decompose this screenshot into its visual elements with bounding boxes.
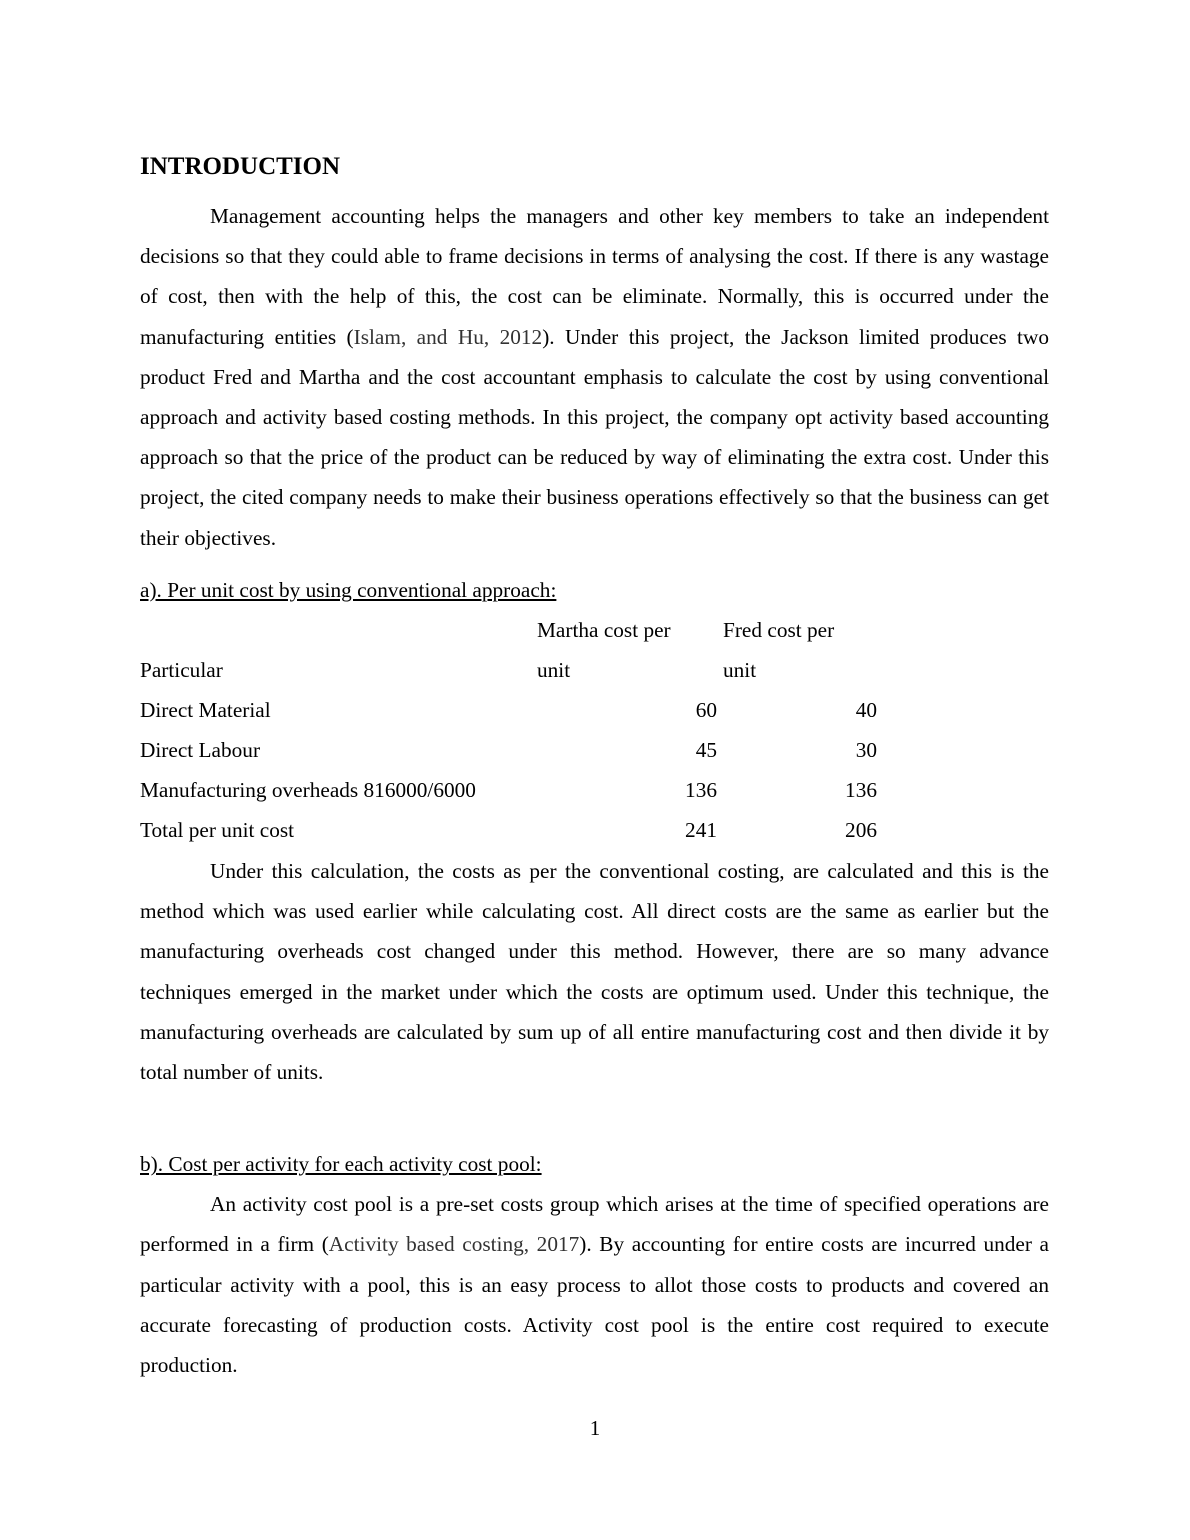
section-heading: INTRODUCTION	[140, 153, 341, 180]
citation: Activity based costing, 2017	[328, 1232, 580, 1257]
header-cell-particular: Particular	[140, 658, 223, 683]
cell: 136	[845, 778, 877, 803]
cell: 60	[695, 697, 717, 722]
text: ). By accounting for entire costs are incurred under a particular activity with a pool, this is an easy process to allot those costs to products and covered an accurate forecasting of production costs. Activity cost pool is the entire cost required to execute production.	[140, 1232, 1049, 1378]
cell: Manufacturing overheads 816000/6000	[140, 778, 476, 803]
cell: 206	[845, 818, 877, 843]
text: An activity cost pool is a pre-set costs group which arises at the time of specified operations are performed in a firm (	[140, 1192, 1049, 1257]
text: Management accounting helps the managers and other key members to take an independent decisions so that they could able to frame decisions in terms of analysing the cost. If there is any wastage of cost, then with the help of this, the cost can be eliminate. Normally, this is occurred under the manufacturing entities (	[140, 204, 1049, 349]
subheading-b: b). Cost per activity for each activity cost pool:	[140, 1152, 542, 1177]
cell: 136	[685, 778, 717, 803]
table-row	[140, 730, 877, 770]
header-cell-fred	[717, 610, 877, 690]
conventional-paragraph: Under this calculation, the costs as per the conventional costing, are calculated and this is the method which was used earlier while calculating cost. All direct costs are the same as earlier but the manufacturing overheads cost changed under this method. However, there are so many advance techniques emerged in the market under which the costs are optimum used. Under this technique, the manufacturing overheads are calculated by sum up of all entire manufacturing cost and then divide it by total number of units.	[140, 858, 1049, 1084]
page-number: 1	[589, 1416, 601, 1440]
table-row	[140, 771, 877, 811]
document-page	[140, 150, 1049, 1385]
header-cell-martha	[537, 610, 717, 690]
text: ). Under this project, the Jackson limited produces two product Fred and Martha and the cost accountant emphasis to calculate the cost by using conventional approach and activity based costing methods. In this project, the company opt activity based accounting approach so that the price of the product can be reduced by way of eliminating the extra cost. Under this project, the cited company needs to make their business operations effectively so that the business can get their objectives.	[140, 324, 1050, 550]
cell: 40	[855, 697, 877, 722]
citation: Islam, and Hu, 2012	[353, 324, 543, 349]
table-row	[140, 811, 877, 851]
activity-paragraph	[140, 1184, 1049, 1385]
cell: 241	[685, 818, 717, 843]
cell: 30	[855, 738, 877, 763]
table-header-row	[140, 610, 877, 690]
header-martha-cost-per-unit: Martha cost per unit	[537, 617, 671, 683]
table-row	[140, 690, 877, 730]
subheading-a: a). Per unit cost by using conventional approach:	[140, 577, 557, 602]
header-fred-cost-per-unit: Fred cost per unit	[723, 617, 835, 683]
cell: Direct Labour	[140, 738, 261, 763]
cost-table	[140, 610, 877, 851]
cell: 45	[695, 738, 717, 763]
cell: Direct Material	[140, 697, 271, 722]
cell: Total per unit cost	[140, 818, 295, 843]
intro-paragraph	[140, 196, 1049, 558]
